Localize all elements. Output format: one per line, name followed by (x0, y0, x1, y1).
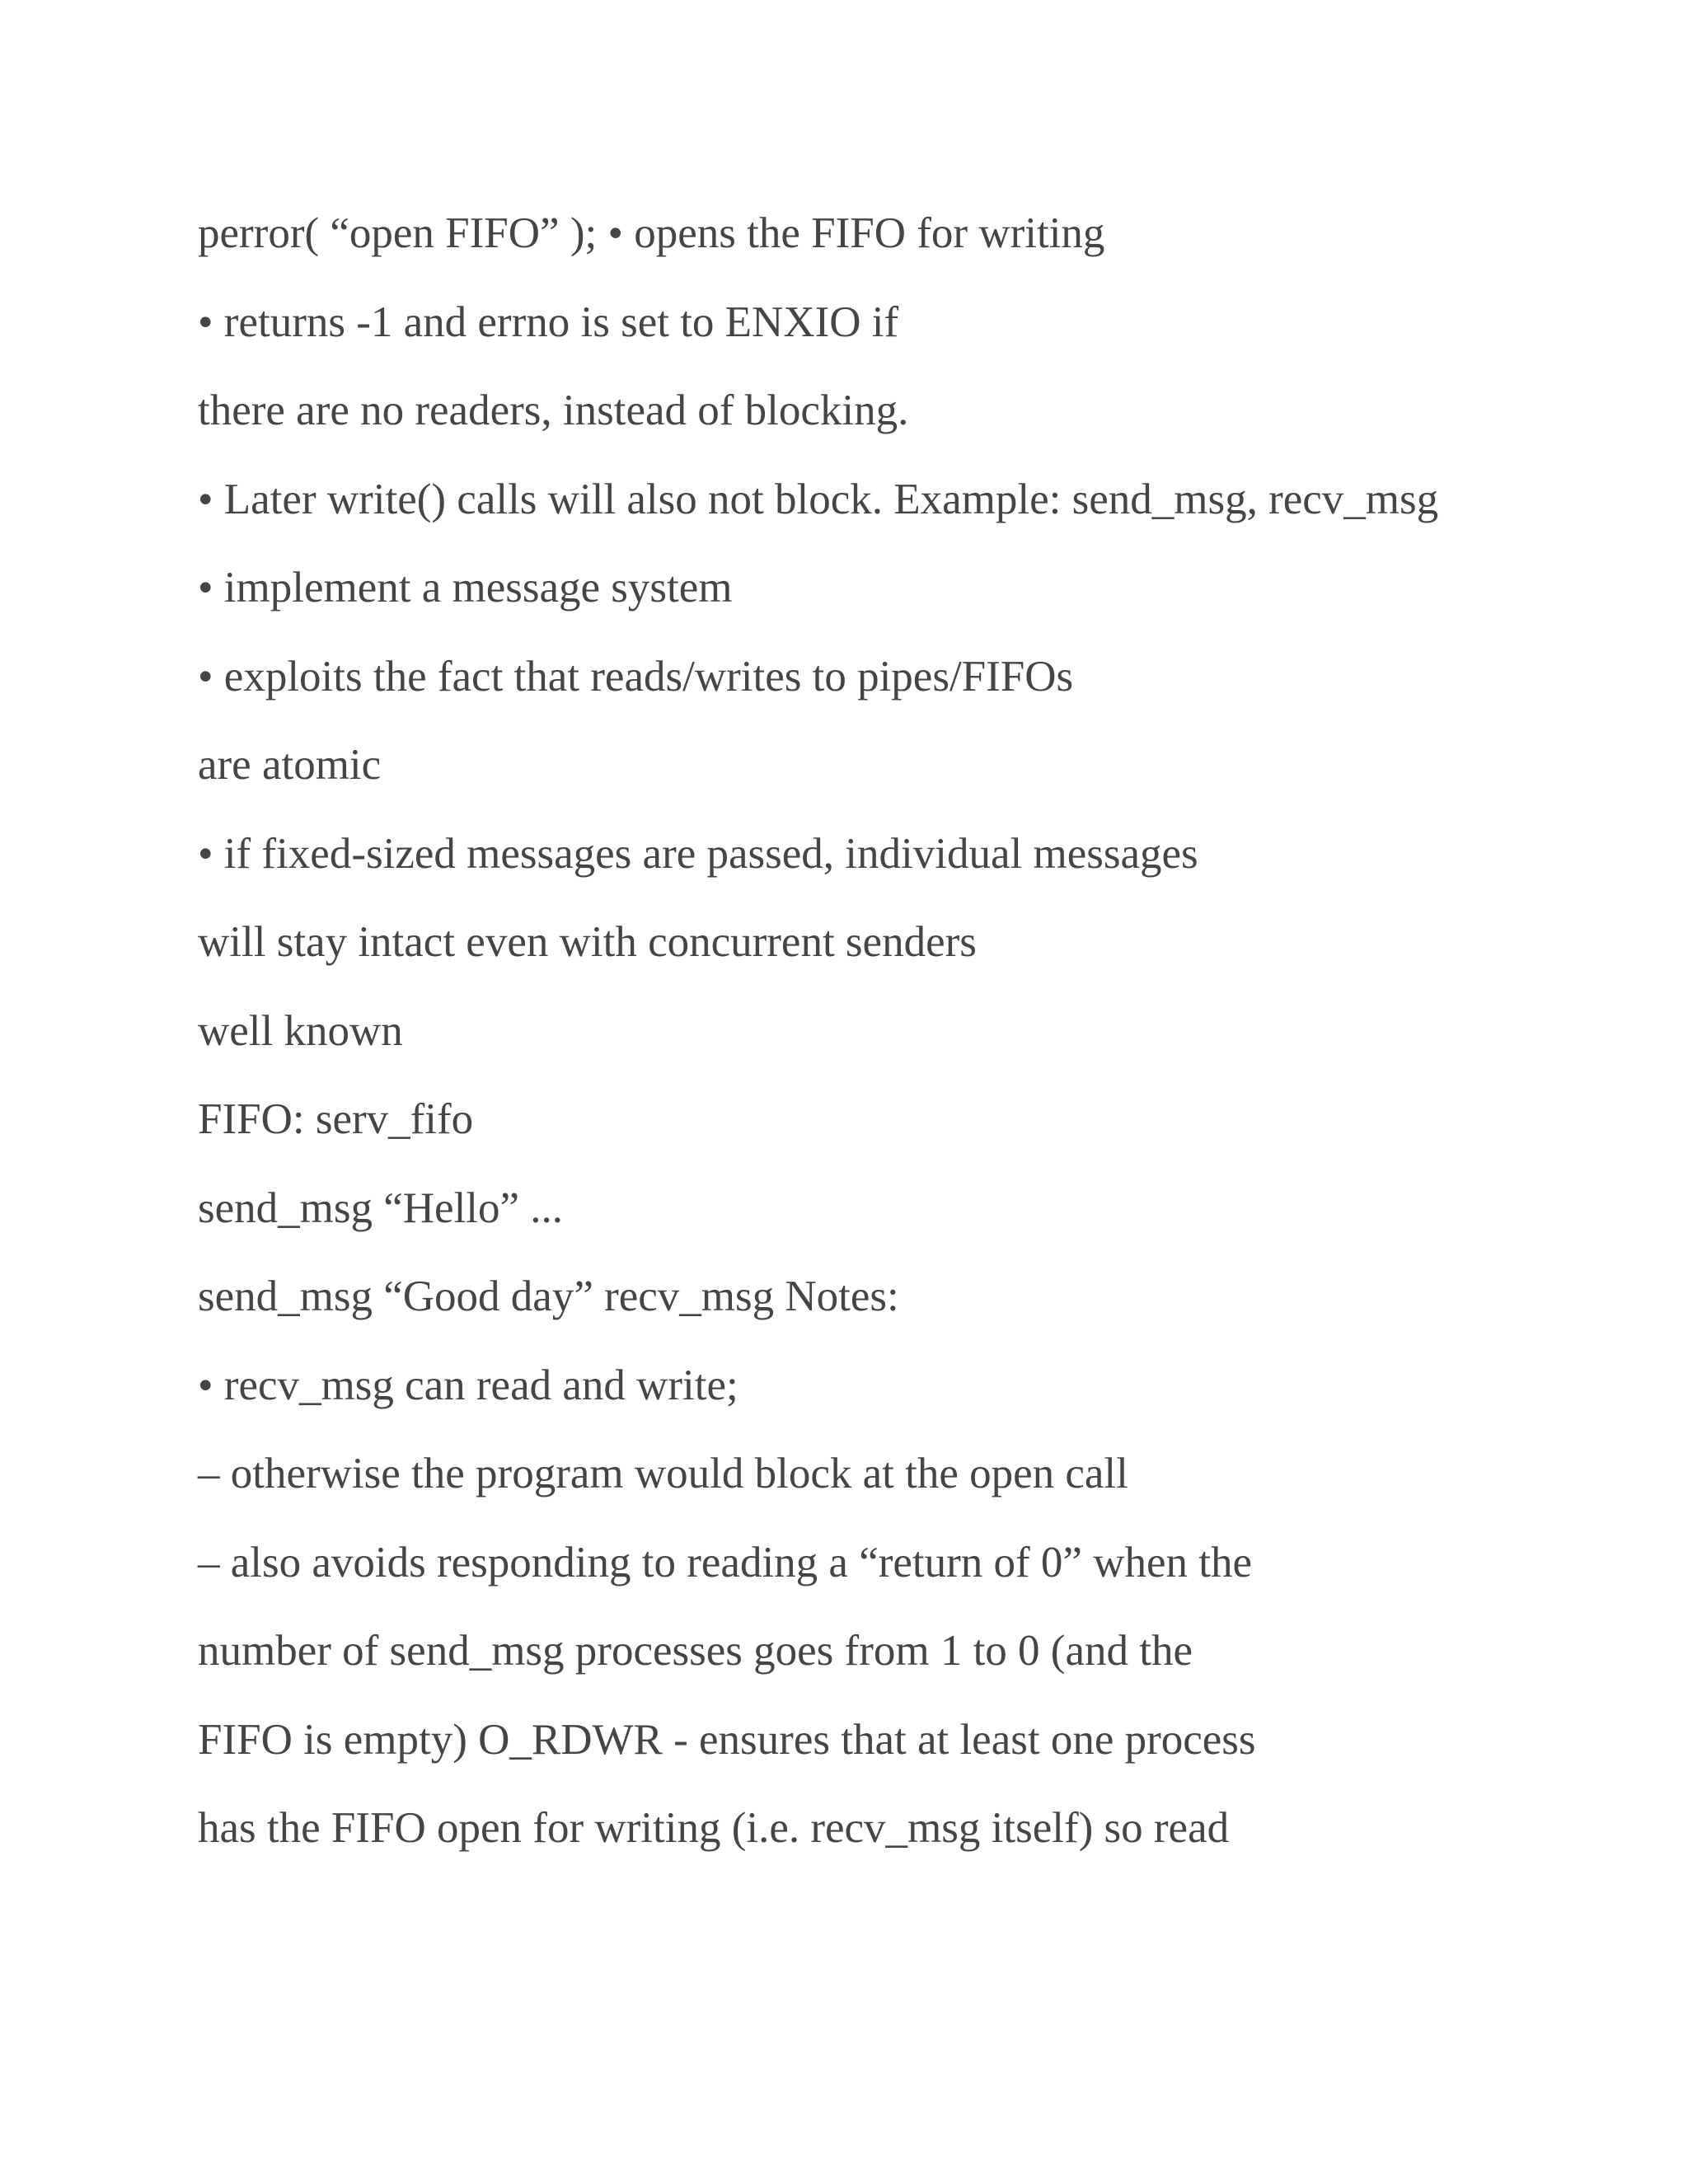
text-line: send_msg “Hello” ... (198, 1183, 564, 1232)
text-line: • returns -1 and errno is set to ENXIO if (198, 298, 899, 346)
text-line: – also avoids responding to reading a “return of 0” when the (198, 1538, 1252, 1586)
text-line: • exploits the fact that reads/writes to pipes/FIFOs (198, 652, 1074, 701)
text-line: perror( “open FIFO” ); • opens the FIFO for writing (198, 209, 1105, 257)
text-line: • if fixed-sized messages are passed, individual messages (198, 829, 1198, 878)
text-line: FIFO is empty) O_RDWR - ensures that at least one process (198, 1715, 1256, 1764)
text-line: FIFO: serv_fifo (198, 1095, 474, 1143)
text-line: are atomic (198, 741, 382, 789)
text-line: • recv_msg can read and write; (198, 1361, 738, 1409)
text-line: – otherwise the program would block at the open call (198, 1450, 1128, 1497)
document-body (198, 190, 1599, 1873)
text-line: will stay intact even with concurrent senders (198, 918, 977, 966)
text-line: • implement a message system (198, 564, 733, 612)
text-line: well known (198, 1006, 403, 1055)
text-line: • Later write() calls will also not block. Example: send_msg, recv_msg (198, 475, 1439, 523)
text-line: there are no readers, instead of blocking. (198, 387, 909, 434)
text-line: number of send_msg processes goes from 1 to 0 (and the (198, 1627, 1193, 1675)
text-line: has the FIFO open for writing (i.e. recv_msg itself) so read (198, 1804, 1230, 1852)
text-line: send_msg “Good day” recv_msg Notes: (198, 1272, 899, 1320)
